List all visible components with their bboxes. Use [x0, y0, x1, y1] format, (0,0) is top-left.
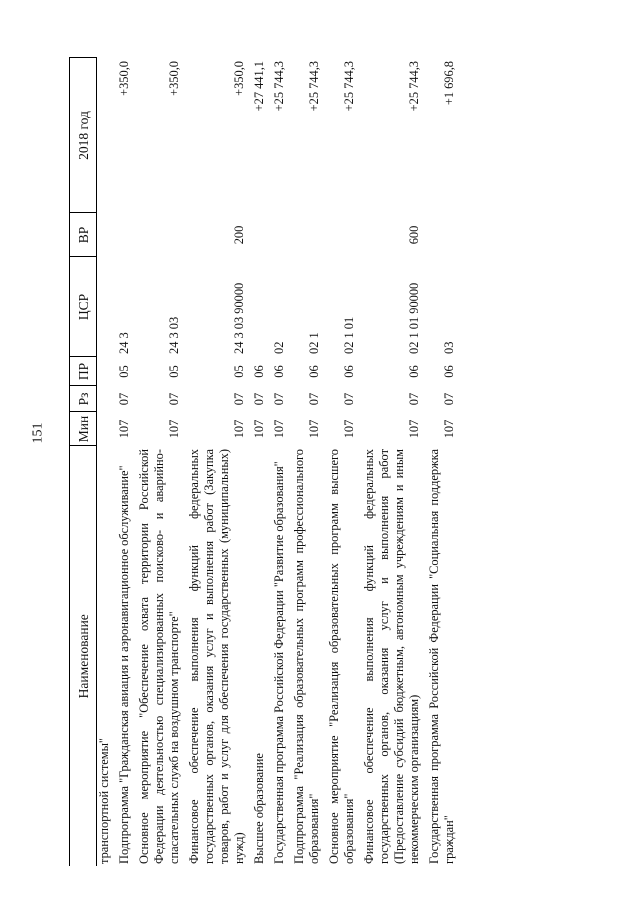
- row-pr: 06: [442, 365, 456, 378]
- row-min: 107: [252, 419, 266, 439]
- row-amount: +350,0: [117, 61, 131, 96]
- row-name: Подпрограмма "Гражданская авиация и аэронавигационное обслуживание": [117, 465, 131, 864]
- row-amount: +25 744,3: [407, 61, 421, 112]
- row-pr: 06: [252, 365, 266, 378]
- rotated-page: [69, 58, 587, 866]
- header-pr: ПР: [70, 357, 97, 386]
- row-name: Основное мероприятие "Реализация образовательных программ высшего образования": [327, 449, 356, 864]
- row-amount: +350,0: [167, 61, 181, 96]
- row-csr: 02 1 01 90000: [407, 282, 421, 354]
- row-pr: [97, 357, 115, 386]
- row-rz: 07: [307, 392, 321, 406]
- row-min: [97, 412, 115, 446]
- row-vr: [97, 213, 115, 257]
- row-csr: 02 1: [307, 332, 321, 354]
- row-csr: 02 1 01: [342, 316, 356, 354]
- row-rz: 07: [232, 392, 246, 406]
- row-pr: 05: [117, 365, 131, 378]
- row-rz: 07: [407, 392, 421, 406]
- row-rz: 07: [342, 392, 356, 406]
- row-name: транспортной системы": [97, 738, 111, 864]
- header-csr: ЦСР: [70, 257, 97, 357]
- row-csr: 02: [272, 341, 286, 354]
- row-vr: 200: [232, 225, 246, 245]
- row-rz: 07: [442, 392, 456, 406]
- row-amount: +350,0: [232, 61, 246, 96]
- header-vr: ВР: [70, 213, 97, 257]
- table-row: [269, 58, 289, 866]
- row-vr: 600: [407, 225, 421, 245]
- row-csr: 24 3: [117, 332, 131, 354]
- row-rz: 07: [117, 392, 131, 406]
- row-amount: +25 744,3: [307, 61, 321, 112]
- table-row: [359, 58, 424, 866]
- row-csr: 24 3 03: [167, 316, 181, 354]
- row-vr: [114, 213, 134, 257]
- row-name: Финансовое обеспечение выполнения функций федеральных государственных органов, оказания услуг и выполнения работ (Закупка товаров, работ и услуг для обеспечения государственных (муниципальных) нужд): [187, 449, 246, 864]
- row-vr: [289, 213, 324, 257]
- row-vr: [134, 213, 184, 257]
- row-amount: [97, 58, 115, 213]
- table-row: [324, 58, 359, 866]
- row-min: 107: [167, 419, 181, 439]
- table-row: [249, 58, 269, 866]
- row-vr: [249, 213, 269, 257]
- row-pr: 06: [342, 365, 356, 378]
- row-csr: 03: [442, 341, 456, 354]
- row-name: Финансовое обеспечение выполнения функций федеральных государственных органов, оказания услуг и выполнения работ (Предоставление субсидий бюджетным, автономным учреждениям и иным некоммерческим организациям): [362, 449, 421, 864]
- page-number: 151: [30, 422, 46, 444]
- row-name: Государственная программа Российской Федерации "Развитие образования": [272, 461, 286, 864]
- row-name: Высшее образование: [252, 753, 266, 864]
- header-year: 2018 год: [70, 58, 97, 213]
- table-row: [114, 58, 134, 866]
- row-pr: 06: [307, 365, 321, 378]
- table-row: [424, 58, 459, 866]
- row-amount: +27 441,1: [252, 61, 266, 112]
- table-header-row: [70, 58, 97, 866]
- table-row: [289, 58, 324, 866]
- row-csr: 24 3 03 90000: [232, 282, 246, 354]
- header-rz: Рз: [70, 386, 97, 412]
- row-pr: 06: [407, 365, 421, 378]
- row-rz: 07: [252, 392, 266, 406]
- row-csr: [249, 257, 269, 357]
- table-row: [134, 58, 184, 866]
- row-amount: +25 744,3: [342, 61, 356, 112]
- row-vr: [424, 213, 459, 257]
- row-min: 107: [407, 419, 421, 439]
- row-min: 107: [442, 419, 456, 439]
- row-amount: +25 744,3: [272, 61, 286, 112]
- row-pr: 05: [232, 365, 246, 378]
- row-pr: 06: [272, 365, 286, 378]
- row-rz: 07: [167, 392, 181, 406]
- row-vr: [324, 213, 359, 257]
- row-min: 107: [117, 419, 131, 439]
- row-name: Основное мероприятие "Обеспечение охвата территории Российской Федерации деятельностью специализированных поисково- и аварийно-спасательных служб на воздушном транспорте": [137, 449, 181, 864]
- row-vr: [269, 213, 289, 257]
- row-rz: 07: [272, 392, 286, 406]
- budget-table: [69, 58, 459, 867]
- row-min: 107: [232, 419, 246, 439]
- header-min: Мин: [70, 412, 97, 446]
- row-csr: [97, 257, 115, 357]
- row-pr: 05: [167, 365, 181, 378]
- row-rz: [97, 386, 115, 412]
- row-amount: +1 696,8: [442, 61, 456, 106]
- table-row: [184, 58, 249, 866]
- row-min: 107: [272, 419, 286, 439]
- row-name: Подпрограмма "Реализация образовательных программ профессионального образования": [292, 449, 321, 864]
- header-name: Наименование: [70, 446, 97, 866]
- row-name: Государственная программа Российской Федерации "Социальная поддержка граждан": [427, 449, 456, 864]
- table-row: [97, 58, 115, 866]
- row-min: 107: [307, 419, 321, 439]
- row-min: 107: [342, 419, 356, 439]
